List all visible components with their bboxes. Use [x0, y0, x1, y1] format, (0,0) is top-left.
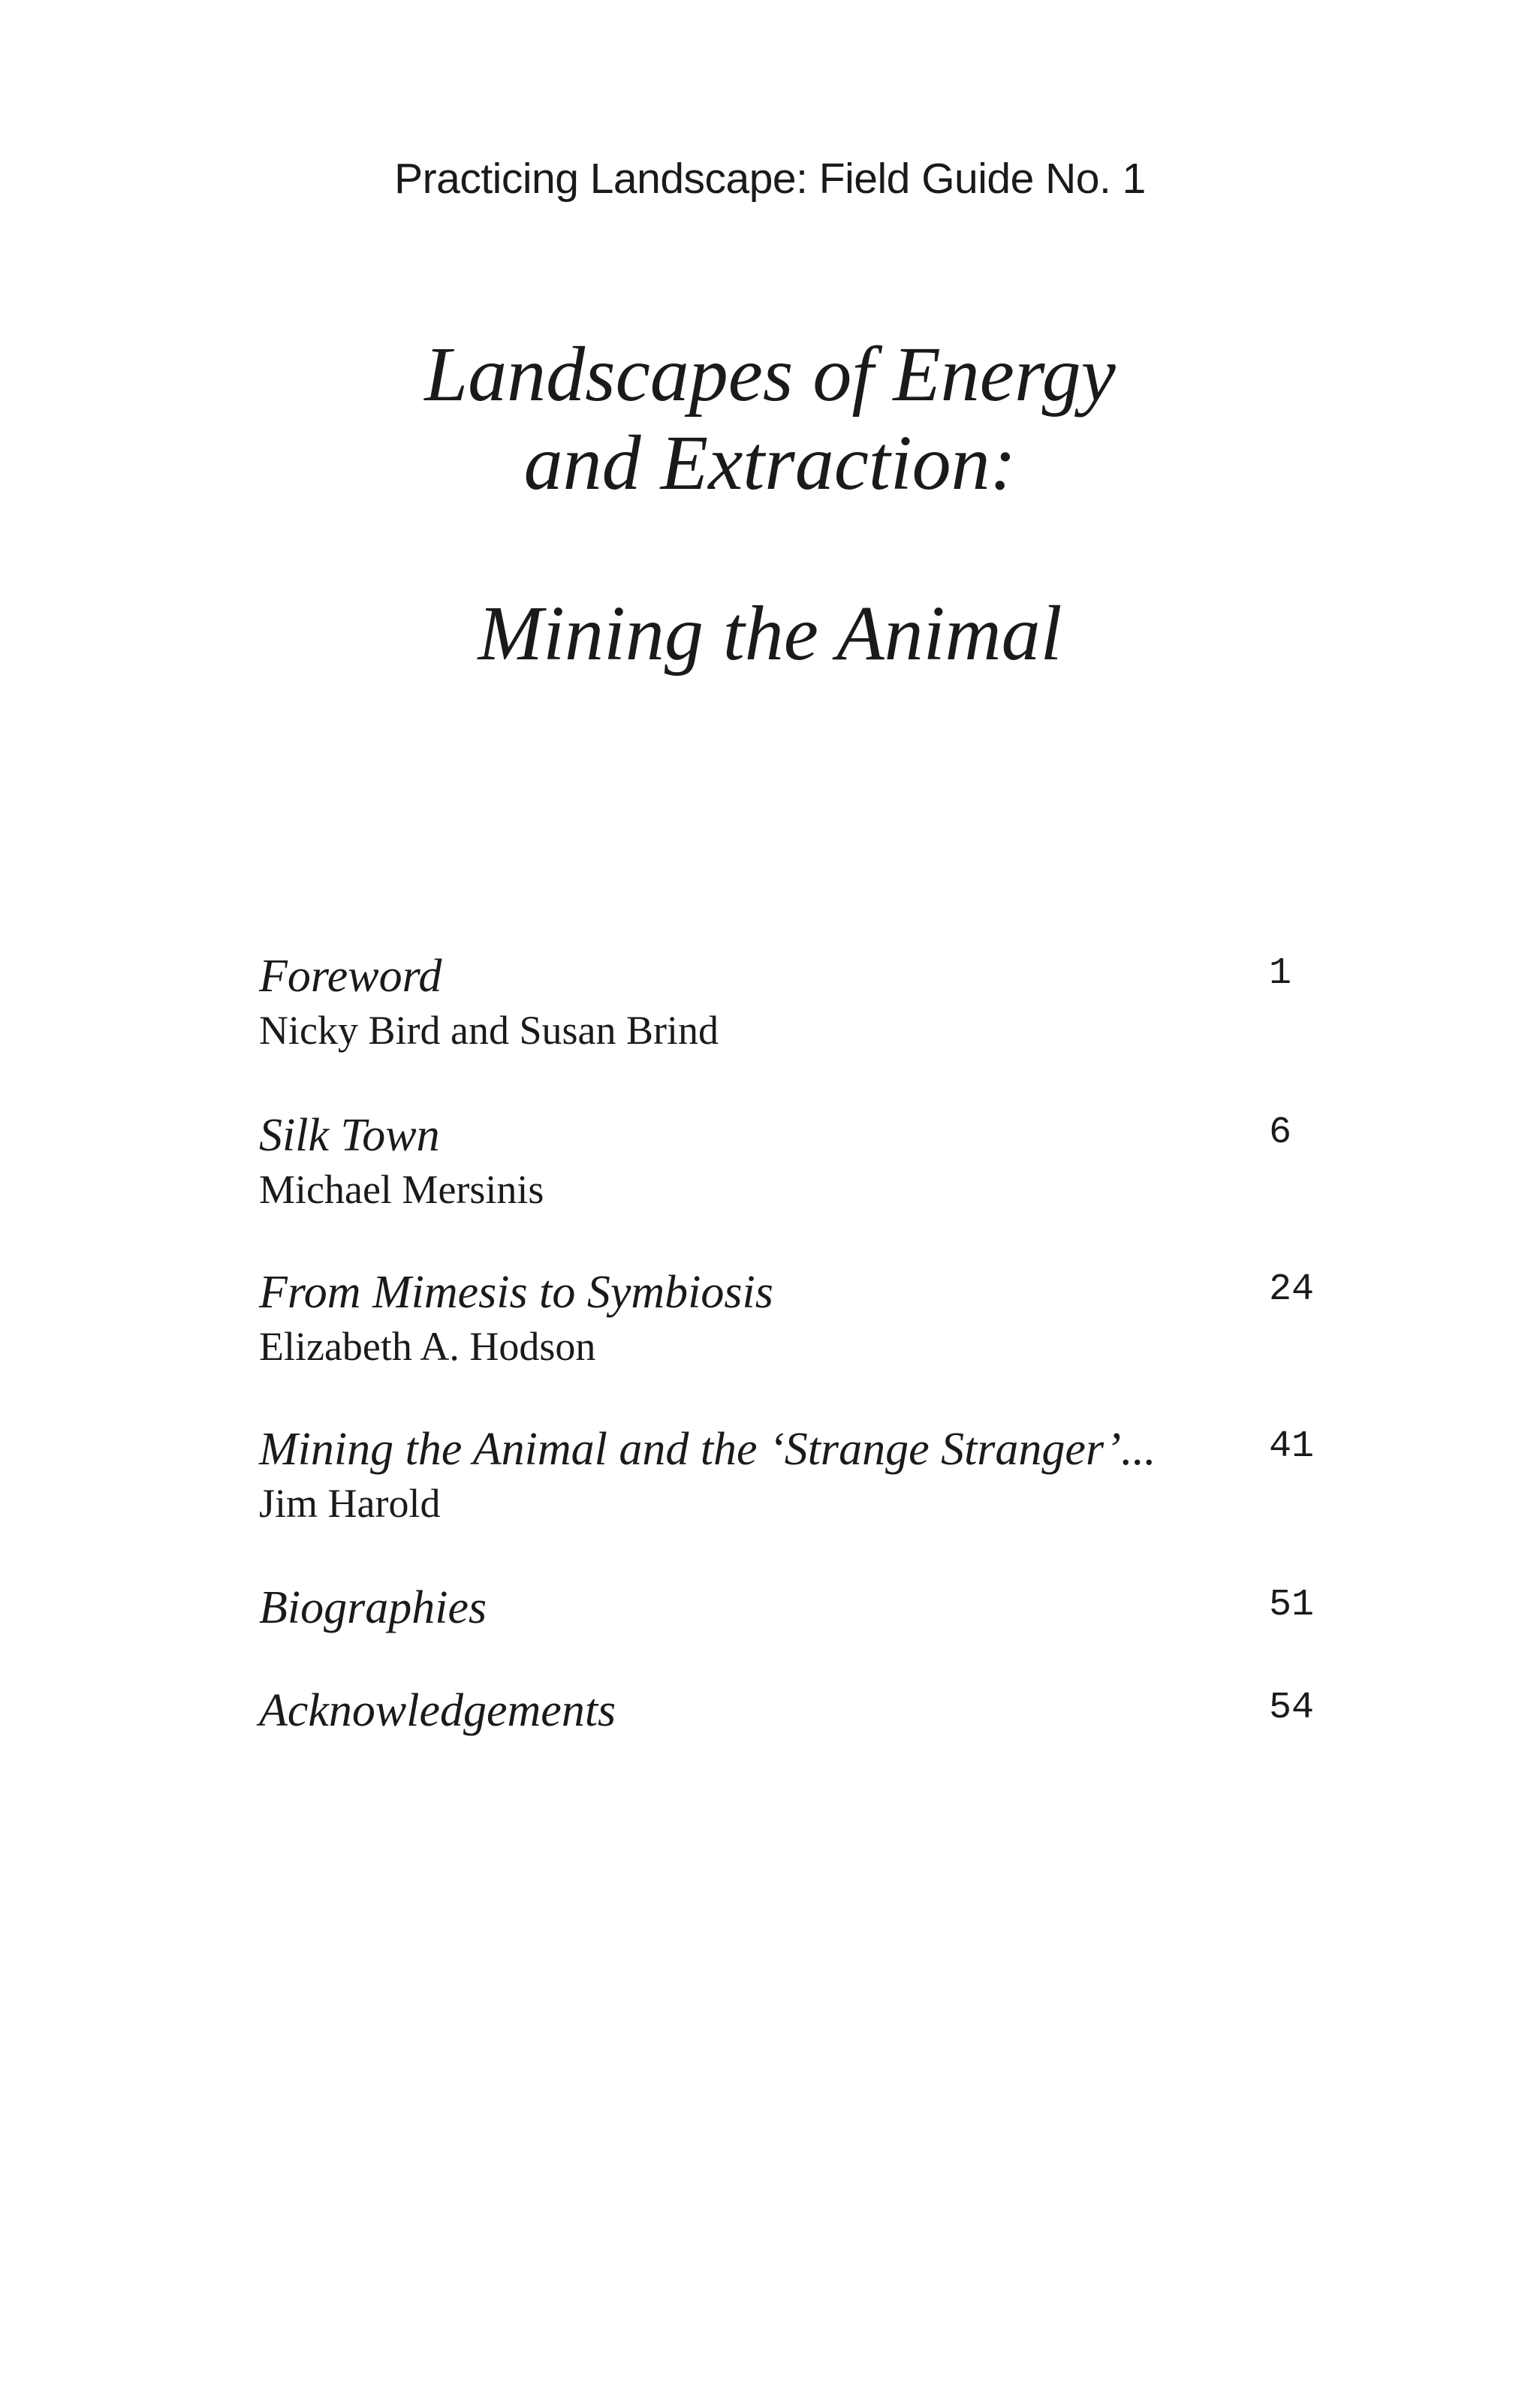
toc-entry-page-number: 6: [1269, 1111, 1292, 1154]
toc-entry-author: Elizabeth A. Hodson: [259, 1324, 596, 1369]
toc-entry-title: Biographies: [259, 1582, 487, 1633]
toc-entry-foreword[interactable]: [259, 950, 1333, 1057]
toc-entry-title: Acknowledgements: [259, 1685, 616, 1736]
toc-entry-title: From Mimesis to Symbiosis: [259, 1267, 773, 1318]
toc-entry-page-number: 51: [1269, 1584, 1315, 1627]
book-subtitle: Mining the Animal: [478, 590, 1062, 677]
book-title-line-2: and Extraction:: [523, 420, 1017, 506]
toc-entry-mimesis-symbiosis[interactable]: [259, 1266, 1333, 1373]
toc-entry-title: Silk Town: [259, 1110, 440, 1161]
toc-entry-title: Mining the Animal and the ‘Strange Stranger’...: [259, 1424, 1156, 1475]
toc-entry-page-number: 54: [1269, 1687, 1315, 1729]
toc-entry-author: Nicky Bird and Susan Brind: [259, 1008, 719, 1053]
toc-entry-mining-the-animal[interactable]: [259, 1423, 1333, 1530]
series-title: Practicing Landscape: Field Guide No. 1: [394, 155, 1146, 203]
toc-entry-author: Jim Harold: [259, 1481, 441, 1526]
toc-entry-acknowledgements[interactable]: [259, 1684, 1333, 1737]
book-title-line-1: Landscapes of Energy: [424, 331, 1116, 418]
toc-entry-page-number: 24: [1269, 1268, 1315, 1311]
toc-entry-page-number: 1: [1269, 952, 1292, 995]
toc-entry-title: Foreword: [259, 951, 442, 1002]
toc-entry-page-number: 41: [1269, 1425, 1315, 1468]
toc-entry-silk-town[interactable]: [259, 1109, 1333, 1216]
toc-entry-biographies[interactable]: [259, 1581, 1333, 1634]
toc-entry-author: Michael Mersinis: [259, 1167, 544, 1212]
